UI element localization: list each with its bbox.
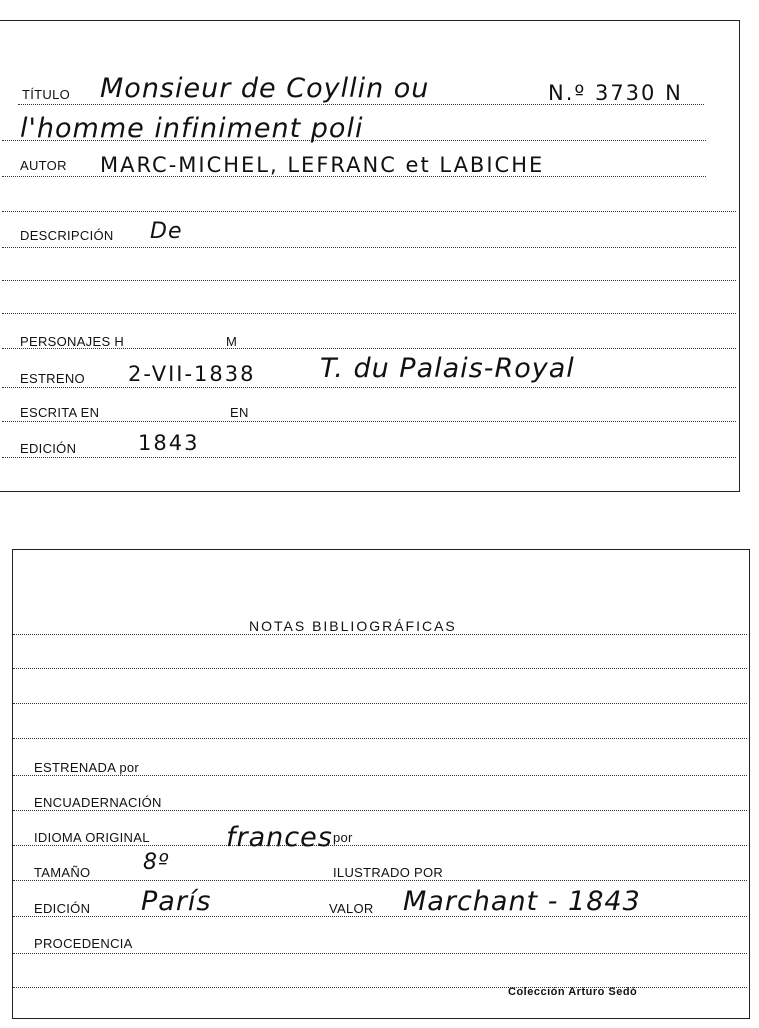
label-edicion: EDICIÓN: [20, 441, 77, 456]
rule-line: [2, 247, 736, 248]
rule-line: [13, 775, 747, 776]
rule-line: [13, 738, 747, 739]
rule-line: [13, 634, 747, 635]
label-en: EN: [230, 405, 249, 420]
rule-line: [2, 211, 736, 212]
handwritten-edicion-back: París: [141, 886, 212, 917]
handwritten-edicion: 1843: [138, 431, 200, 455]
handwritten-author: MARC-MICHEL, LEFRANC et LABICHE: [100, 153, 545, 177]
label-procedencia: PROCEDENCIA: [34, 936, 133, 951]
rule-line: [13, 845, 747, 846]
rule-line: [13, 810, 747, 811]
label-encuadernacion: ENCUADERNACIÓN: [34, 795, 162, 810]
label-edicion-back: EDICIÓN: [34, 901, 91, 916]
back-card: [12, 549, 750, 1019]
label-autor: AUTOR: [20, 158, 67, 173]
rule-line: [13, 668, 747, 669]
label-personajes: PERSONAJES H: [20, 334, 125, 349]
handwritten-valor: Marchant - 1843: [403, 886, 641, 917]
label-estrenada: ESTRENADA por: [34, 760, 140, 775]
handwritten-idioma: frances: [226, 822, 333, 853]
notas-title: NOTAS BIBLIOGRÁFICAS: [249, 618, 457, 634]
rule-line: [13, 953, 747, 954]
rule-line: [13, 703, 747, 704]
rule-line: [2, 421, 736, 422]
handwritten-tamano: 8º: [143, 850, 170, 875]
label-titulo: TÍTULO: [22, 87, 71, 102]
collection-credit: Colección Arturo Sedó: [508, 986, 638, 998]
label-descripcion: DESCRIPCIÓN: [20, 228, 114, 243]
handwritten-estreno-date: 2-VII-1838: [128, 362, 256, 386]
label-idioma: IDIOMA ORIGINAL: [34, 830, 150, 845]
label-valor: VALOR: [329, 901, 374, 916]
handwritten-descripcion: De: [150, 219, 183, 244]
rule-line: [2, 457, 736, 458]
handwritten-number: N.º 3730 N: [548, 81, 683, 105]
label-estreno: ESTRENO: [20, 371, 85, 386]
front-card: [0, 20, 740, 492]
handwritten-title-line2: l'homme infiniment poli: [20, 113, 364, 144]
label-por: por: [333, 830, 353, 845]
handwritten-estreno-place: T. du Palais-Royal: [320, 353, 575, 384]
label-ilustrado: ILUSTRADO POR: [333, 865, 444, 880]
label-escrita-en: ESCRITA EN: [20, 405, 100, 420]
rule-line: [2, 313, 736, 314]
label-tamano: TAMAÑO: [34, 865, 91, 880]
rule-line: [13, 880, 747, 881]
rule-line: [2, 387, 736, 388]
rule-line: [2, 280, 736, 281]
label-m: M: [226, 334, 238, 349]
handwritten-title-line1: Monsieur de Coyllin ou: [100, 73, 430, 104]
